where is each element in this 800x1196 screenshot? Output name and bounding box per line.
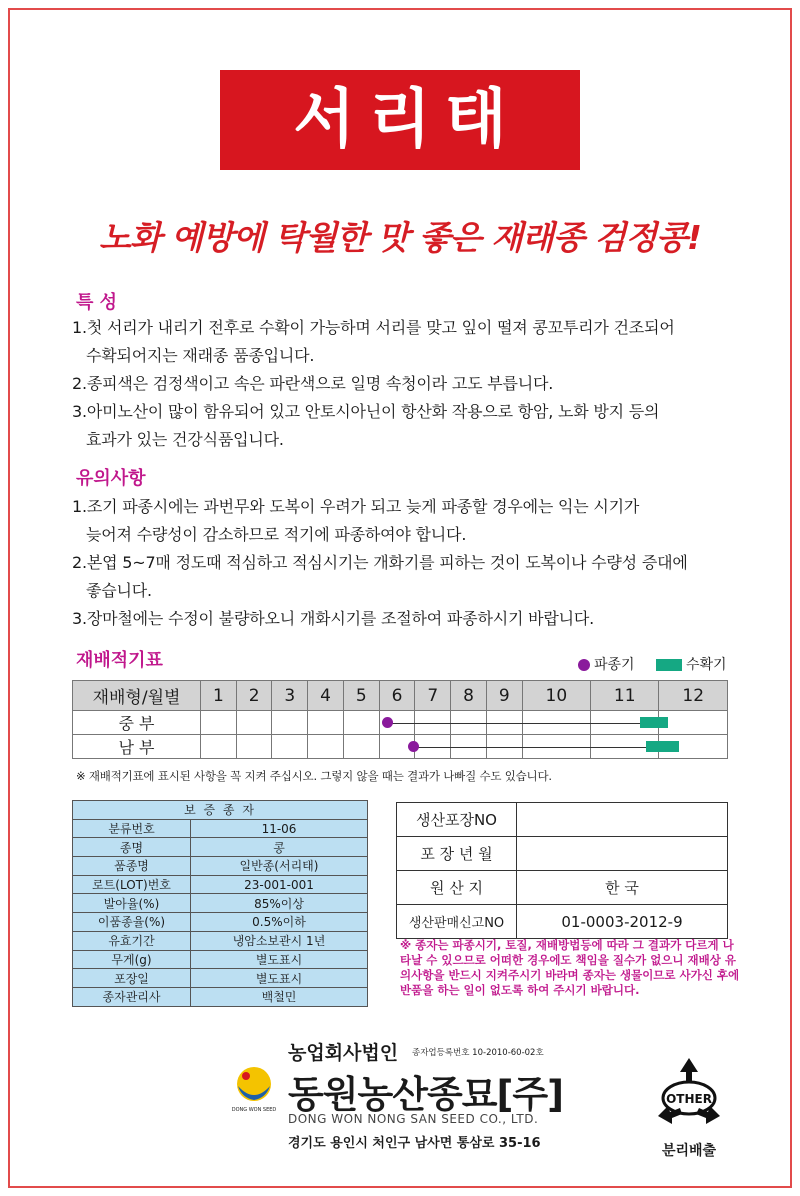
recycle-icon	[646, 1052, 732, 1138]
features-list	[72, 314, 675, 454]
guarantee-header: 보 증 종 자	[73, 801, 368, 820]
company-logo-icon	[226, 1064, 282, 1114]
guarantee-value: 11-06	[191, 819, 368, 838]
sow-legend-dot	[578, 659, 590, 671]
caution-2-line-1: 2.본엽 5~7매 정도때 적심하고 적심시기는 개화기를 피하는 것이 도복이나 수량성 증대에	[72, 553, 688, 572]
schedule-cell	[236, 711, 272, 735]
sow-legend-label: 파종기	[594, 657, 635, 673]
guarantee-row	[73, 819, 368, 838]
schedule-cell	[236, 735, 272, 759]
schedule-note: ※ 재배적기표에 표시된 사항을 꼭 지켜 주십시오. 그렇지 않을 때는 결과가 나빠질 수도 있습니다.	[76, 769, 552, 783]
guarantee-value: 콩	[191, 838, 368, 857]
month-header: 1	[201, 681, 237, 711]
schedule-cell	[343, 735, 379, 759]
guarantee-row	[73, 894, 368, 913]
guarantee-key: 종자관리사	[73, 987, 191, 1006]
production-table	[396, 802, 728, 939]
guarantee-row	[73, 931, 368, 950]
guarantee-key: 포장일	[73, 969, 191, 988]
guarantee-value: 일반종(서리태)	[191, 857, 368, 876]
product-subtitle: 노화 예방에 탁월한 맛 좋은 재래종 검정콩!	[99, 218, 701, 257]
production-value	[517, 803, 728, 837]
company-type: 농업회사법인	[288, 1042, 399, 1064]
guarantee-row	[73, 987, 368, 1006]
caution-3-line-1: 3.장마철에는 수정이 불량하오니 개화시기를 조절하여 파종하시기 바랍니다.	[72, 609, 595, 628]
caution-1-line-1: 1.조기 파종시에는 과번무와 도복이 우려가 되고 늦게 파종할 경우에는 익는 시기가	[72, 497, 640, 516]
schedule-cell	[201, 735, 237, 759]
guarantee-row	[73, 838, 368, 857]
month-header: 9	[486, 681, 522, 711]
schedule-cell	[308, 711, 344, 735]
month-header: 7	[415, 681, 451, 711]
guarantee-key: 유효기간	[73, 931, 191, 950]
schedule-row-label: 남 부	[73, 735, 201, 759]
guarantee-key: 품종명	[73, 857, 191, 876]
production-key: 생산판매신고NO	[397, 905, 517, 939]
month-header: 4	[308, 681, 344, 711]
harvest-mark	[640, 717, 669, 728]
schedule-cell	[272, 711, 308, 735]
guarantee-value: 백철민	[191, 987, 368, 1006]
month-header: 10	[522, 681, 590, 711]
production-key: 생산포장NO	[397, 803, 517, 837]
company-name-en: DONG WON NONG SAN SEED CO., LTD.	[288, 1112, 539, 1126]
guarantee-row	[73, 950, 368, 969]
harvest-legend-bar	[656, 659, 682, 671]
guarantee-row	[73, 857, 368, 876]
feature-3-line-2: 효과가 있는 건강식품입니다.	[86, 430, 284, 449]
guarantee-table	[72, 800, 368, 1007]
production-row	[397, 871, 728, 905]
recycle-label: 분리배출	[661, 1143, 717, 1159]
production-value	[517, 837, 728, 871]
production-key: 원 산 지	[397, 871, 517, 905]
logo-text: DONG WON SEED	[231, 1107, 277, 1113]
features-heading: 특 성	[76, 292, 118, 313]
production-row	[397, 803, 728, 837]
month-header: 12	[659, 681, 728, 711]
company-name: 동원농산종묘[주]	[288, 1073, 564, 1116]
feature-1-line-1: 1.첫 서리가 내리기 전후로 수확이 가능하며 서리를 맞고 잎이 떨져 콩꼬투리가 건조되어	[72, 318, 675, 337]
guarantee-row	[73, 969, 368, 988]
feature-1-line-2: 수확되어지는 재래종 품종입니다.	[86, 346, 315, 365]
registration-number: 종자업등록번호 10-2010-60-02호	[412, 1048, 544, 1058]
schedule-cell	[343, 711, 379, 735]
guarantee-key: 종명	[73, 838, 191, 857]
growth-period-line	[413, 747, 646, 748]
feature-2-line-1: 2.종피색은 검정색이고 속은 파란색으로 일명 속청이라 고도 부릅니다.	[72, 374, 554, 393]
production-value: 01-0003-2012-9	[517, 905, 728, 939]
feature-3-line-1: 3.아미노산이 많이 함유되어 있고 안토시아닌이 항산화 작용으로 항암, 노화 방지 등의	[72, 402, 660, 421]
guarantee-value: 85%이상	[191, 894, 368, 913]
schedule-row-label: 중 부	[73, 711, 201, 735]
schedule-header-label: 재배형/월별	[73, 681, 201, 711]
guarantee-header-row	[73, 801, 368, 820]
guarantee-key: 발아율(%)	[73, 894, 191, 913]
schedule-cell	[272, 735, 308, 759]
guarantee-key: 무게(g)	[73, 950, 191, 969]
caution-1-line-2: 늦어져 수량성이 감소하므로 적기에 파종하여야 합니다.	[86, 525, 467, 544]
guarantee-key: 분류번호	[73, 819, 191, 838]
schedule-cell	[201, 711, 237, 735]
month-header: 3	[272, 681, 308, 711]
guarantee-value: 냉암소보관시 1년	[191, 931, 368, 950]
guarantee-key: 이품종율(%)	[73, 913, 191, 932]
month-header: 6	[379, 681, 415, 711]
month-header: 5	[343, 681, 379, 711]
schedule-cell	[659, 711, 728, 735]
production-row	[397, 905, 728, 939]
product-title: 서리태	[293, 83, 521, 157]
sowing-mark	[382, 717, 393, 728]
caution-2-line-2: 좋습니다.	[86, 581, 152, 600]
guarantee-value: 별도표시	[191, 950, 368, 969]
company-address: 경기도 용인시 처인구 남사면 통삼로 35-16	[288, 1136, 541, 1151]
sowing-mark	[408, 741, 419, 752]
guarantee-row	[73, 875, 368, 894]
month-header: 2	[236, 681, 272, 711]
recycle-mark-text: OTHER	[666, 1092, 712, 1106]
schedule-heading: 재배적기표	[76, 650, 163, 671]
month-header: 11	[591, 681, 659, 711]
cautions-list	[72, 493, 688, 633]
guarantee-row	[73, 913, 368, 932]
production-value: 한 국	[517, 871, 728, 905]
guarantee-value: 23-001-001	[191, 875, 368, 894]
guarantee-value: 별도표시	[191, 969, 368, 988]
harvest-mark	[646, 741, 679, 752]
cautions-heading: 유의사항	[76, 468, 146, 489]
production-row	[397, 837, 728, 871]
production-key: 포 장 년 월	[397, 837, 517, 871]
growth-period-line	[387, 723, 640, 724]
guarantee-key: 로트(LOT)번호	[73, 875, 191, 894]
warning-text: ※ 종자는 파종시기, 토질, 재배방법등에 따라 그 결과가 다르게 나타날 수 있으므로 어떠한 경우에도 책임을 질수가 없으니 재배상 유의사항을 반드시 지켜주시기 바라며 종자는 생물이므로 사가신 후에 반품을 하는 일이 없도록 하여 주시기 바랍니다.	[400, 938, 740, 997]
schedule-cell	[308, 735, 344, 759]
guarantee-value: 0.5%이하	[191, 913, 368, 932]
month-header: 8	[451, 681, 487, 711]
harvest-legend-label: 수확기	[686, 657, 727, 673]
schedule-header-row	[73, 681, 728, 711]
